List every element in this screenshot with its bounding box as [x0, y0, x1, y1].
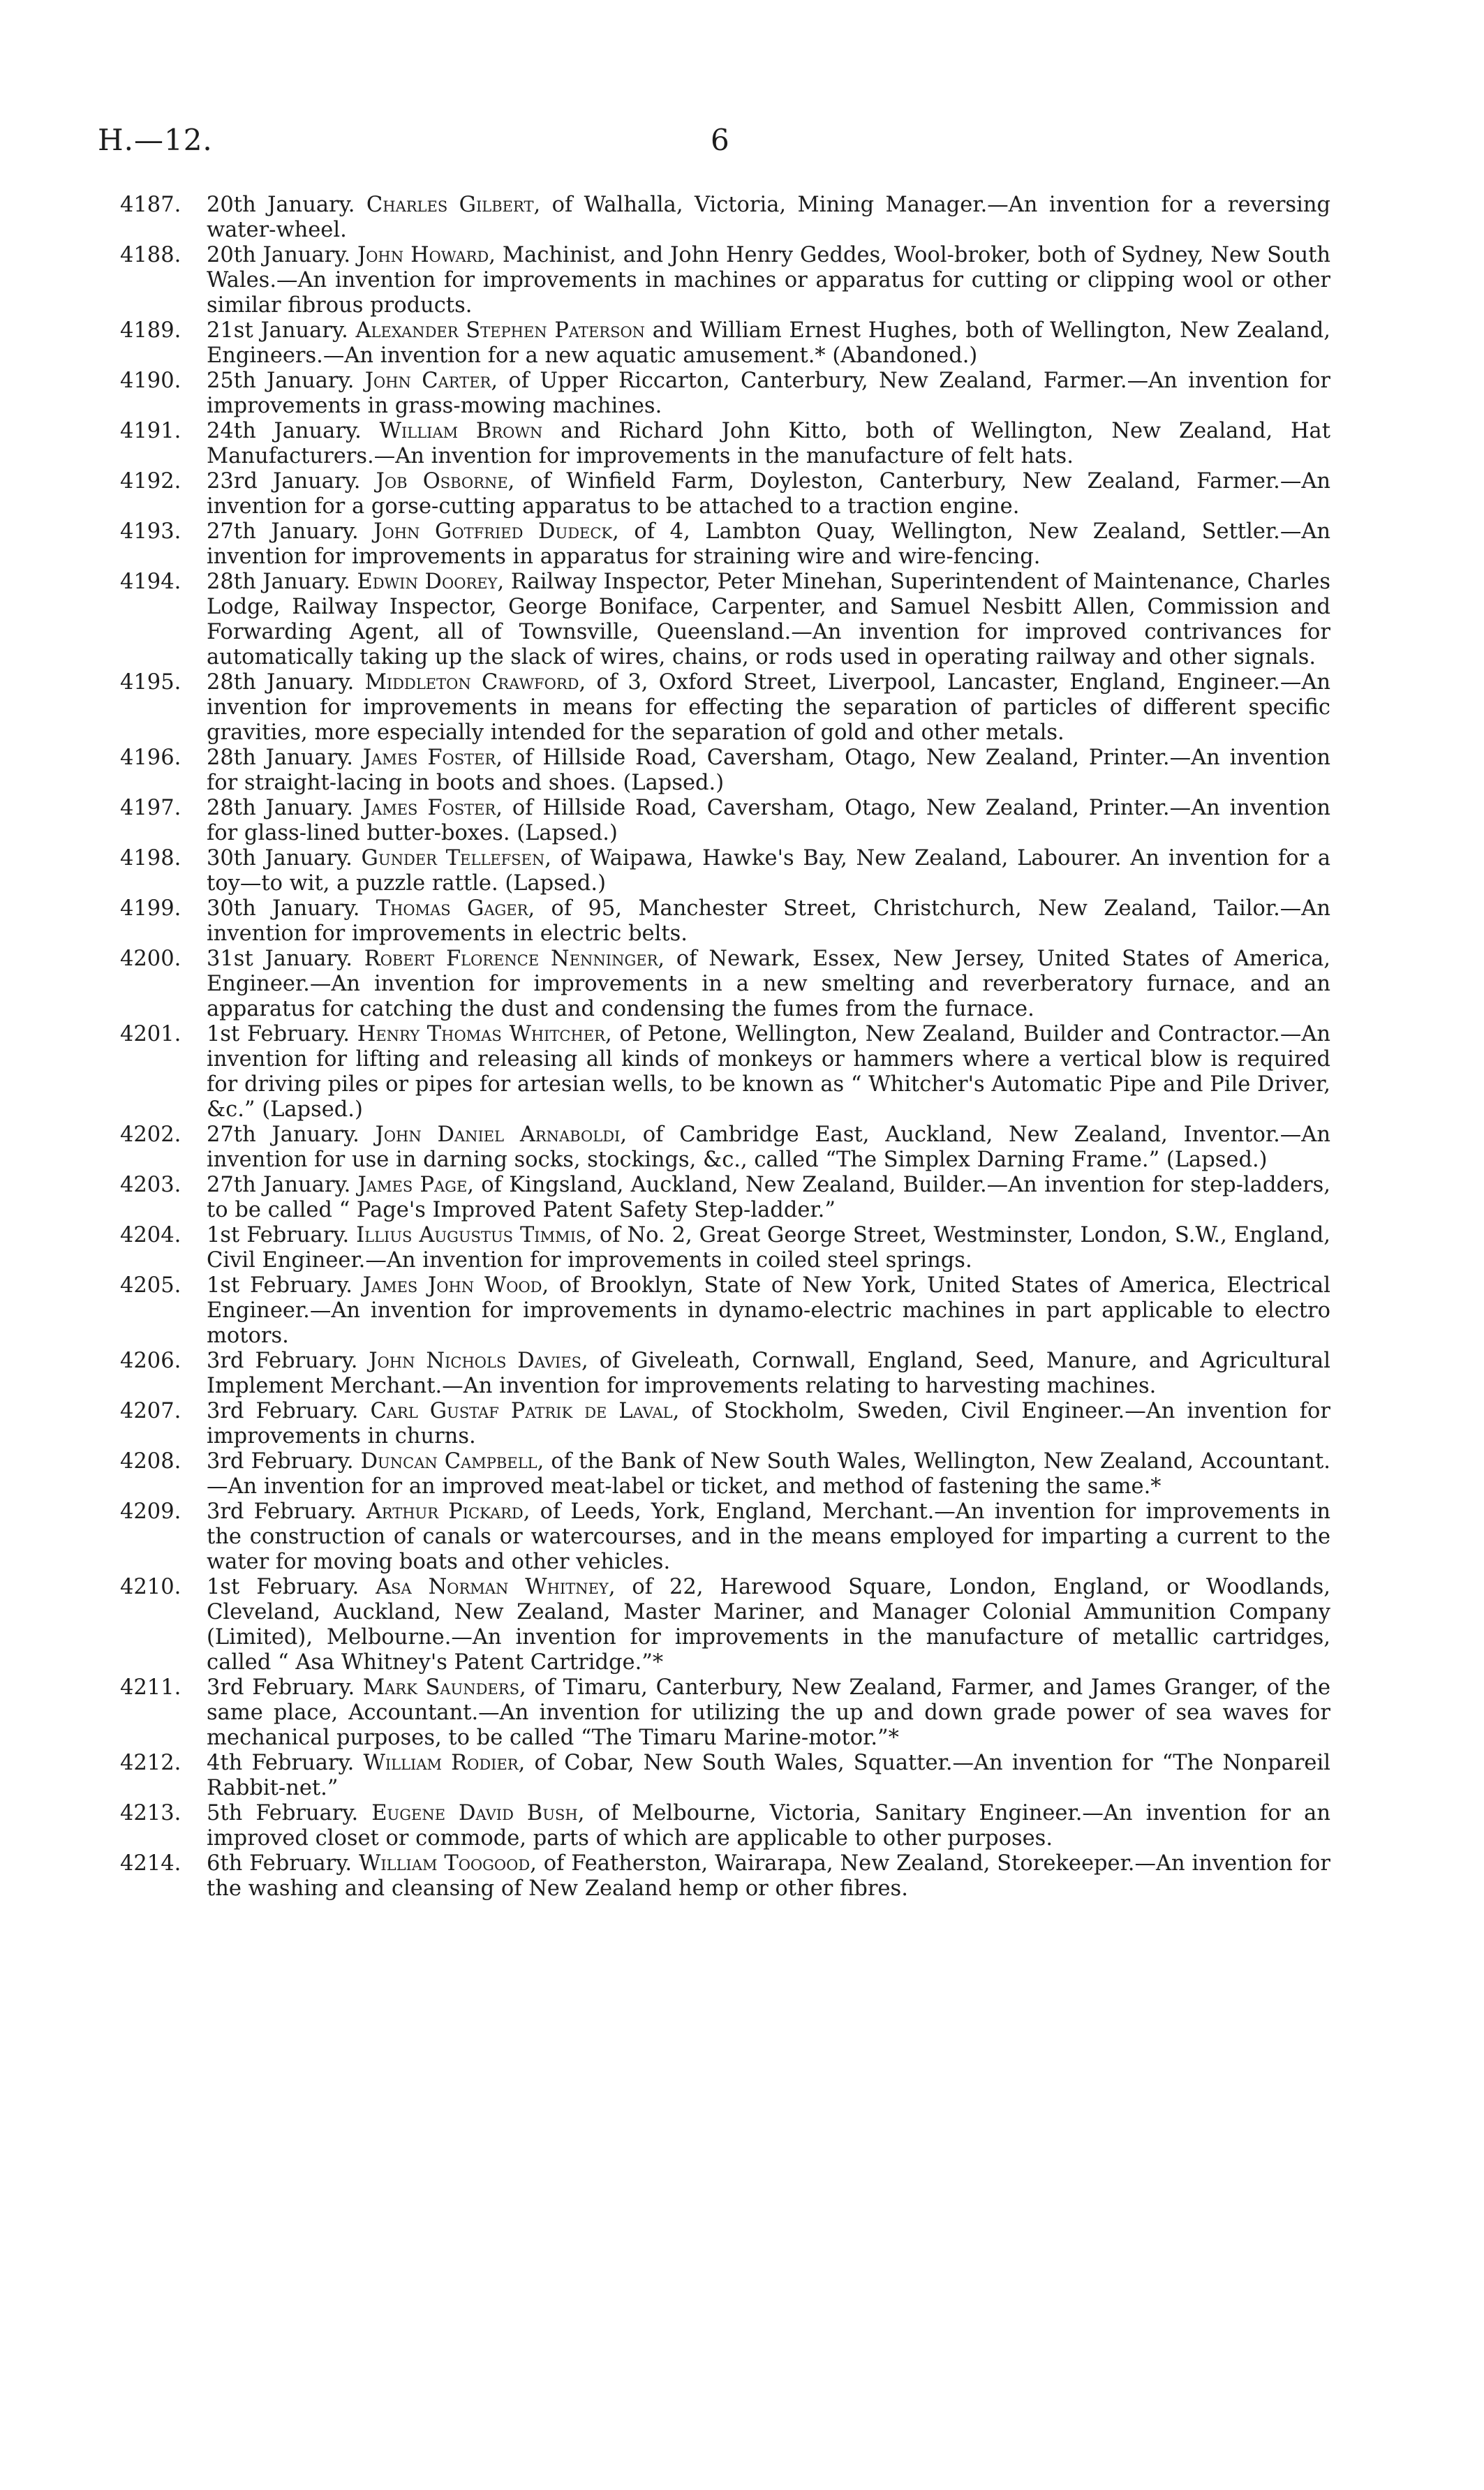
entry-date: 6th February.	[207, 1851, 353, 1876]
entry-number: 4214.	[120, 1851, 181, 1876]
entry-text: , of Leeds, York, England, Merchant.—An invention for improvements in the construction of canals or watercourses, and in the means employed for imparting a current to the water for moving boats and other vehicles.	[207, 1499, 1331, 1574]
entry-applicant: Job Osborne	[376, 469, 508, 494]
entry-number: 4209.	[120, 1499, 181, 1524]
entry-applicant: James Foster	[362, 796, 496, 820]
entry-number: 4198.	[120, 846, 181, 870]
entry-date: 3rd February.	[207, 1399, 359, 1423]
entry-number: 4207.	[120, 1399, 181, 1423]
patent-entry	[120, 896, 1330, 947]
entry-text: , of Melbourne, Victoria, Sanitary Engineer.—An invention for an improved closet or commode, parts of which are applicable to other purposes.	[207, 1801, 1330, 1851]
entry-text: , Machinist, and John Henry Geddes, Wool-broker, both of Sydney, New South Wales.—An invention for improvements in machines or apparatus for cutting or clipping wool or other similar fibrous products.	[207, 243, 1330, 318]
entry-date: 27th January.	[207, 1122, 359, 1147]
patent-entry	[120, 1349, 1330, 1399]
patent-entry	[120, 369, 1330, 419]
patent-entry	[120, 519, 1330, 570]
patent-entry	[120, 318, 1330, 369]
entry-text: , of the Bank of New South Wales, Wellington, New Zealand, Accountant.—An invention for an improved meat-label or ticket, and method of fastening the same.*	[207, 1449, 1330, 1499]
entry-text: , of 3, Oxford Street, Liverpool, Lancaster, England, Engineer.—An invention for improvements in means for effecting the separation of particles of different specific gravities, more especially intended for the separation of gold and other metals.	[207, 670, 1331, 745]
entry-date: 31st January.	[207, 947, 353, 971]
entry-applicant: Eugene David Bush	[371, 1801, 578, 1825]
entry-text: , of Brooklyn, State of New York, United States of America, Electrical Engineer.—An invention for improvements in dynamo-electric machines in part applicable to electro motors.	[207, 1273, 1330, 1348]
patent-entry	[120, 1801, 1330, 1851]
entry-text: and Richard John Kitto, both of Wellington, New Zealand, Hat Manufacturers.—An invention for improvements in the manufacture of felt hats.	[207, 419, 1330, 468]
entry-number: 4210.	[120, 1575, 181, 1599]
entry-number: 4193.	[120, 519, 181, 544]
entry-text: , of Featherston, Wairarapa, New Zealand, Storekeeper.—An invention for the washing and cleansing of New Zealand hemp or other fibres.	[207, 1851, 1330, 1901]
entry-text: , of Upper Riccarton, Canterbury, New Zealand, Farmer.—An invention for improvements in grass-mowing machines.	[207, 369, 1331, 418]
entry-date: 24th January.	[207, 419, 362, 443]
entry-text: , of Petone, Wellington, New Zealand, Builder and Contractor.—An invention for lifting and releasing all kinds of monkeys or hammers where a vertical blow is required for driving piles or pipes for artesian wells, to be known as “ Whitcher's Automatic Pipe and Pile Driver, &c.” (Lapsed.)	[207, 1022, 1330, 1122]
patent-entry	[120, 947, 1330, 1022]
patent-entry	[120, 846, 1330, 896]
patent-entry	[120, 1675, 1330, 1751]
entry-number: 4191.	[120, 419, 181, 443]
entry-text: , of 4, Lambton Quay, Wellington, New Zealand, Settler.—An invention for improvements in apparatus for straining wire and wire-fencing.	[207, 519, 1330, 569]
entry-text: , of Timaru, Canterbury, New Zealand, Farmer, and James Granger, of the same place, Accountant.—An invention for utilizing the up and down grade power of sea waves for mechanical purposes, to be called “The Timaru Marine-motor.”*	[207, 1675, 1330, 1750]
entry-text: , of Waipawa, Hawke's Bay, New Zealand, Labourer. An invention for a toy—to wit, a puzzle rattle. (Lapsed.)	[207, 846, 1330, 896]
entry-number: 4197.	[120, 796, 181, 820]
entry-number: 4194.	[120, 570, 181, 594]
entry-number: 4190.	[120, 369, 181, 393]
entry-applicant: William Toogood	[358, 1851, 530, 1876]
entry-text: , of Giveleath, Cornwall, England, Seed, Manure, and Agricultural Implement Merchant.—An invention for improvements relating to harvesting machines.	[207, 1349, 1330, 1398]
entry-date: 3rd February.	[207, 1349, 358, 1373]
entry-applicant: Illius Augustus Timmis	[356, 1223, 586, 1247]
patent-entry	[120, 746, 1330, 796]
entry-applicant: William Brown	[379, 419, 543, 443]
entry-applicant: William Rodier	[363, 1751, 519, 1775]
patent-entry	[120, 1022, 1330, 1122]
entry-applicant: Thomas Gager	[376, 896, 528, 921]
entry-number: 4206.	[120, 1349, 181, 1373]
patent-entry	[120, 469, 1330, 519]
entry-date: 20th January.	[207, 193, 355, 217]
entry-text: , of Newark, Essex, New Jersey, United States of America, Engineer.—An invention for improvements in a new smelting and reverberatory furnace, and an apparatus for catching the dust and condensing the fumes from the furnace.	[207, 947, 1330, 1021]
entry-text: , of No. 2, Great George Street, Westminster, London, S.W., England, Civil Engineer.—An invention for improvements in coiled steel springs.	[207, 1223, 1330, 1273]
entry-applicant: Robert Florence Nenninger	[364, 947, 658, 971]
entry-applicant: John Nichols Davies	[369, 1349, 582, 1373]
patent-entry	[120, 193, 1330, 243]
entry-applicant: Middleton Crawford	[364, 670, 579, 695]
entry-number: 4211.	[120, 1675, 181, 1700]
entry-applicant: John Gotfried Dudeck	[373, 519, 613, 544]
entry-text: , of Cobar, New South Wales, Squatter.—An invention for “The Nonpareil Rabbit-net.”	[207, 1751, 1330, 1800]
entry-text: , of Winfield Farm, Doyleston, Canterbury, New Zealand, Farmer.—An invention for a gorse-cutting apparatus to be attached to a traction engine.	[207, 469, 1331, 519]
entry-applicant: James John Wood	[362, 1273, 542, 1298]
patent-entry	[120, 419, 1330, 469]
entry-applicant: Mark Saunders	[362, 1675, 519, 1700]
entry-applicant: James Foster	[362, 746, 496, 770]
entry-text: , of 95, Manchester Street, Christchurch, New Zealand, Tailor.—An invention for improvements in electric belts.	[207, 896, 1330, 946]
entry-date: 20th January.	[207, 243, 351, 267]
entry-date: 28th January.	[207, 796, 353, 820]
entry-number: 4199.	[120, 896, 181, 921]
patent-entry	[120, 1399, 1330, 1449]
entry-text: and William Ernest Hughes, both of Wellington, New Zealand, Engineers.—An invention for a new aquatic amusement.* (Abandoned.)	[207, 318, 1330, 368]
entry-date: 21st January.	[207, 318, 348, 343]
entry-date: 4th February.	[207, 1751, 355, 1775]
entry-text: , of Kingsland, Auckland, New Zealand, Builder.—An invention for step-ladders, to be called “ Page's Improved Patent Safety Step-ladder.”	[207, 1173, 1330, 1222]
entry-number: 4200.	[120, 947, 181, 971]
entry-applicant: John Howard	[357, 243, 489, 267]
entry-applicant: Alexander Stephen Paterson	[355, 318, 646, 343]
page-number: 6	[711, 123, 729, 157]
entry-text: , of Walhalla, Victoria, Mining Manager.—An invention for a reversing water-wheel.	[207, 193, 1330, 242]
entry-number: 4213.	[120, 1801, 181, 1825]
patent-entry	[120, 1449, 1330, 1499]
entry-number: 4187.	[120, 193, 181, 217]
patent-entry	[120, 570, 1330, 670]
entry-date: 27th January.	[207, 1173, 351, 1197]
patent-entry	[120, 1173, 1330, 1223]
entry-text: , of 22, Harewood Square, London, England, or Woodlands, Cleveland, Auckland, New Zealand, Master Mariner, and Manager Colonial Ammunition Company (Limited), Melbourne.—An invention for improvements in the manufacture of metallic cartridges, called “ Asa Whitney's Patent Cartridge.”*	[207, 1575, 1330, 1675]
patent-entry	[120, 243, 1330, 318]
entry-applicant: James Page	[357, 1173, 468, 1197]
entry-date: 1st February.	[207, 1575, 359, 1599]
entry-text: , of Cambridge East, Auckland, New Zealand, Inventor.—An invention for use in darning socks, stockings, &c., called “The Simplex Darning Frame.” (Lapsed.)	[207, 1122, 1330, 1172]
entry-date: 1st February.	[207, 1223, 350, 1247]
entry-applicant: Gunder Tellefsen	[361, 846, 545, 870]
entry-date: 28th January.	[207, 746, 353, 770]
entry-date: 1st February.	[207, 1022, 350, 1046]
entry-date: 28th January.	[207, 670, 355, 695]
entry-number: 4196.	[120, 746, 181, 770]
entry-number: 4205.	[120, 1273, 181, 1298]
entry-number: 4192.	[120, 469, 181, 494]
patent-entry	[120, 1223, 1330, 1273]
entry-text: , Railway Inspector, Peter Minehan, Superintendent of Maintenance, Charles Lodge, Railway Inspector, George Boniface, Carpenter, and Samuel Nesbitt Allen, Commission and Forwarding Agent, all of Townsville, Queensland.—An invention for improved contrivances for automatically taking up the slack of wires, chains, or rods used in operating railway and other signals.	[207, 570, 1330, 669]
entry-text: , of Hillside Road, Caversham, Otago, New Zealand, Printer.—An invention for straight-lacing in boots and shoes. (Lapsed.)	[207, 746, 1330, 795]
entry-applicant: Arthur Pickard	[366, 1499, 524, 1524]
entry-number: 4212.	[120, 1751, 181, 1775]
entry-number: 4195.	[120, 670, 181, 695]
entry-applicant: Charles Gilbert	[366, 193, 534, 217]
entry-number: 4189.	[120, 318, 181, 343]
entry-date: 30th January.	[207, 846, 353, 870]
entry-applicant: Duncan Campbell	[360, 1449, 537, 1474]
entry-number: 4208.	[120, 1449, 181, 1474]
entry-number: 4201.	[120, 1022, 181, 1046]
document-reference: H.—12.	[98, 123, 213, 157]
entry-number: 4188.	[120, 243, 181, 267]
entry-date: 25th January.	[207, 369, 355, 393]
patent-entry	[120, 1122, 1330, 1173]
entry-date: 5th February.	[207, 1801, 359, 1825]
patent-entry	[120, 1499, 1330, 1575]
entry-date: 3rd February.	[207, 1675, 355, 1700]
entry-applicant: John Daniel Arnaboldi	[375, 1122, 621, 1147]
entry-number: 4202.	[120, 1122, 181, 1147]
entry-date: 1st February.	[207, 1273, 353, 1298]
entry-applicant: Carl Gustaf Patrik de Laval	[370, 1399, 673, 1423]
entry-number: 4203.	[120, 1173, 181, 1197]
entry-applicant: John Carter	[364, 369, 491, 393]
patent-entry	[120, 1751, 1330, 1801]
patent-entry	[120, 670, 1330, 746]
entry-date: 30th January.	[207, 896, 360, 921]
entry-applicant: Henry Thomas Whitcher	[357, 1022, 605, 1046]
entry-date: 23rd January.	[207, 469, 361, 494]
patent-entry	[120, 1851, 1330, 1902]
entry-date: 27th January.	[207, 519, 359, 544]
entry-text: , of Hillside Road, Caversham, Otago, New Zealand, Printer.—An invention for glass-lined butter-boxes. (Lapsed.)	[207, 796, 1330, 845]
patent-entry	[120, 1575, 1330, 1675]
entry-date: 3rd February.	[207, 1499, 357, 1524]
entry-text: , of Stockholm, Sweden, Civil Engineer.—An invention for improvements in churns.	[207, 1399, 1330, 1448]
patent-entry-list	[120, 193, 1330, 1902]
entry-date: 28th January.	[207, 570, 350, 594]
entry-date: 3rd February.	[207, 1449, 354, 1474]
entry-applicant: Asa Norman Whitney	[376, 1575, 609, 1599]
patent-entry	[120, 1273, 1330, 1349]
entry-number: 4204.	[120, 1223, 181, 1247]
entry-applicant: Edwin Doorey	[357, 570, 498, 594]
patent-entry	[120, 796, 1330, 846]
